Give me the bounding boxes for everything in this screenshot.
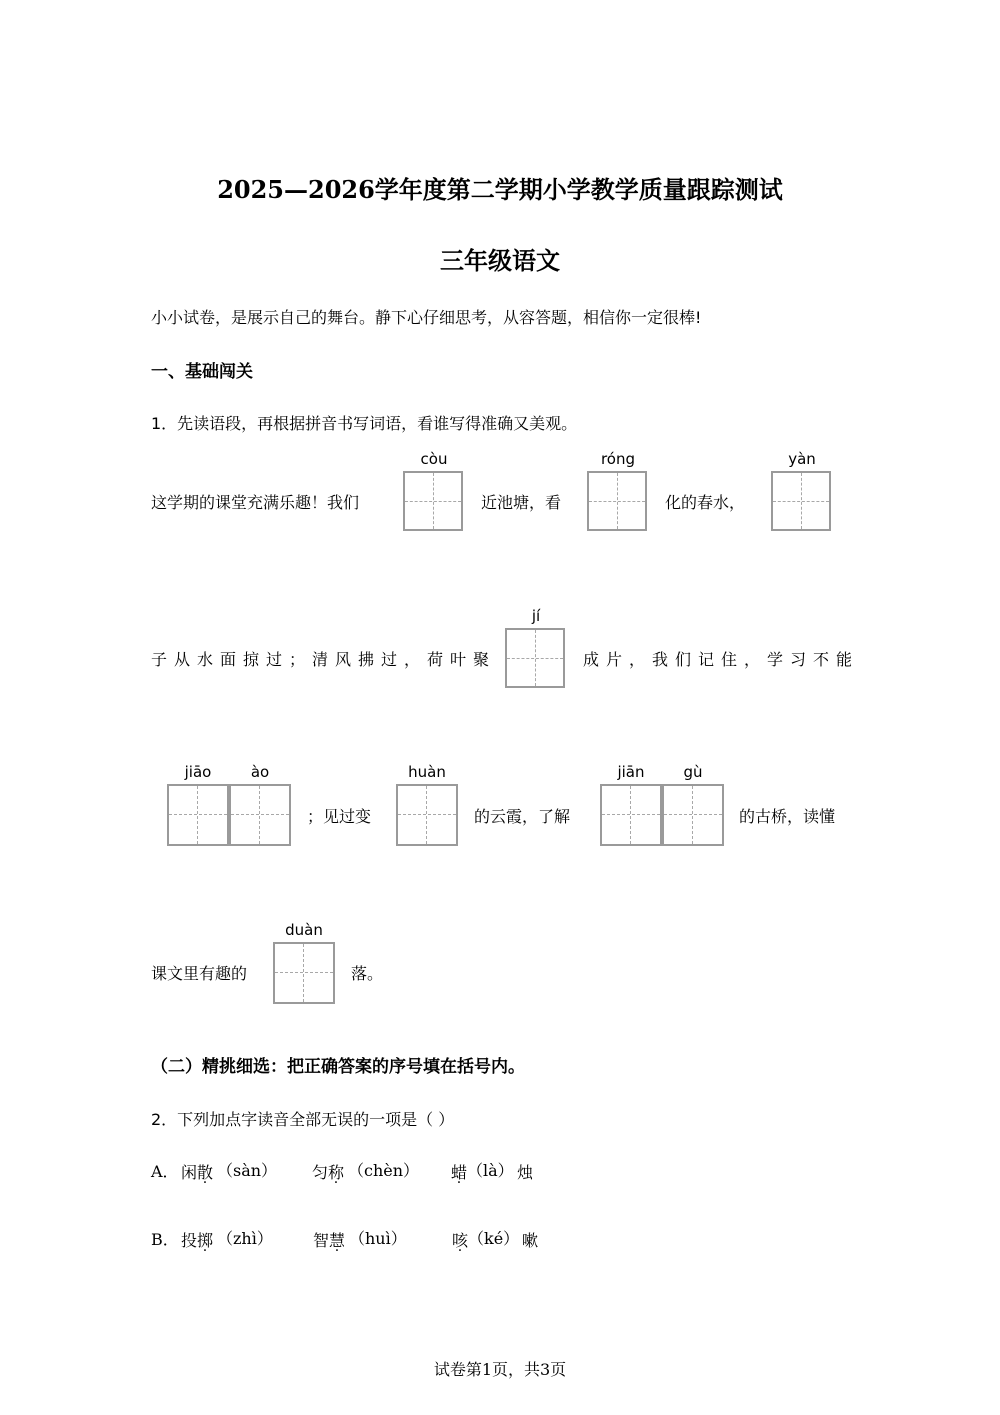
passage-text: 这学期的课堂充满乐趣！我们 bbox=[151, 493, 360, 512]
passage-text: 课文里有趣的 bbox=[151, 964, 248, 983]
question-2-prompt: 2．下列加点字读音全部无误的一项是（ ） bbox=[151, 1110, 455, 1129]
word: 蜡 bbox=[451, 1163, 468, 1182]
writing-box[interactable] bbox=[600, 784, 662, 846]
word: 嗽 bbox=[522, 1231, 539, 1250]
passage-text: ；见过变 bbox=[307, 807, 372, 826]
writing-box[interactable] bbox=[505, 628, 565, 688]
pinyin-label: róng bbox=[600, 450, 636, 468]
question-1-prompt: 1．先读语段，再根据拼音书写词语，看谁写得准确又美观。 bbox=[151, 414, 578, 433]
passage-text: 的古桥，读懂 bbox=[739, 807, 836, 826]
passage-text: 近池塘，看 bbox=[481, 493, 562, 512]
pinyin-reading: （chèn） bbox=[348, 1161, 420, 1180]
passage-text: 成片，我们记住，学习不能 bbox=[583, 650, 860, 669]
pinyin-reading: （sàn） bbox=[217, 1161, 278, 1180]
pinyin-label: duàn bbox=[285, 921, 323, 939]
writing-box[interactable] bbox=[273, 942, 335, 1004]
writing-box[interactable] bbox=[396, 784, 458, 846]
passage-text: 的云霞，了解 bbox=[474, 807, 571, 826]
word: 投掷 bbox=[181, 1231, 214, 1250]
pinyin-reading: （huì） bbox=[349, 1229, 407, 1248]
exam-subtitle: 三年级语文 bbox=[440, 247, 560, 275]
passage-text: 落。 bbox=[351, 964, 384, 983]
word: 智慧 bbox=[313, 1231, 346, 1250]
pinyin-label: huàn bbox=[408, 763, 446, 781]
option-label: A． bbox=[151, 1162, 179, 1181]
word: 咳 bbox=[452, 1231, 469, 1250]
writing-box[interactable] bbox=[771, 471, 831, 531]
pinyin-label: jí bbox=[531, 607, 541, 625]
writing-box[interactable] bbox=[403, 471, 463, 531]
pinyin-label: yàn bbox=[788, 450, 816, 468]
pinyin-label: jiān bbox=[617, 763, 645, 781]
intro-text: 小小试卷，是展示自己的舞台。静下心仔细思考，从容答题，相信你一定很棒! bbox=[151, 308, 702, 327]
pinyin-reading: （ké） bbox=[468, 1229, 520, 1248]
pinyin-label: jiāo bbox=[184, 763, 212, 781]
writing-box[interactable] bbox=[229, 784, 291, 846]
pinyin-reading: （là） bbox=[467, 1161, 514, 1180]
writing-box[interactable] bbox=[167, 784, 229, 846]
section-heading-choice: （二）精挑细选：把正确答案的序号填在括号内。 bbox=[151, 1057, 525, 1077]
word: 烛 bbox=[517, 1163, 534, 1182]
page-number: 试卷第1页，共3页 bbox=[433, 1360, 567, 1379]
writing-box[interactable] bbox=[587, 471, 647, 531]
option-label: B． bbox=[151, 1230, 179, 1249]
pinyin-reading: （zhì） bbox=[217, 1229, 273, 1248]
pinyin-label: gù bbox=[683, 763, 703, 781]
section-heading-basics: 一、基础闯关 bbox=[151, 362, 253, 382]
exam-title: 2025—2026学年度第二学期小学教学质量跟踪测试 bbox=[217, 175, 783, 204]
word: 闲散 bbox=[181, 1163, 214, 1182]
pinyin-label: ào bbox=[250, 763, 270, 781]
word: 匀称 bbox=[312, 1163, 345, 1182]
passage-text: 子从水面掠过；清风拂过，荷叶聚 bbox=[151, 650, 497, 669]
writing-box[interactable] bbox=[662, 784, 724, 846]
passage-text: 化的春水， bbox=[665, 493, 746, 512]
pinyin-label: còu bbox=[420, 450, 448, 468]
